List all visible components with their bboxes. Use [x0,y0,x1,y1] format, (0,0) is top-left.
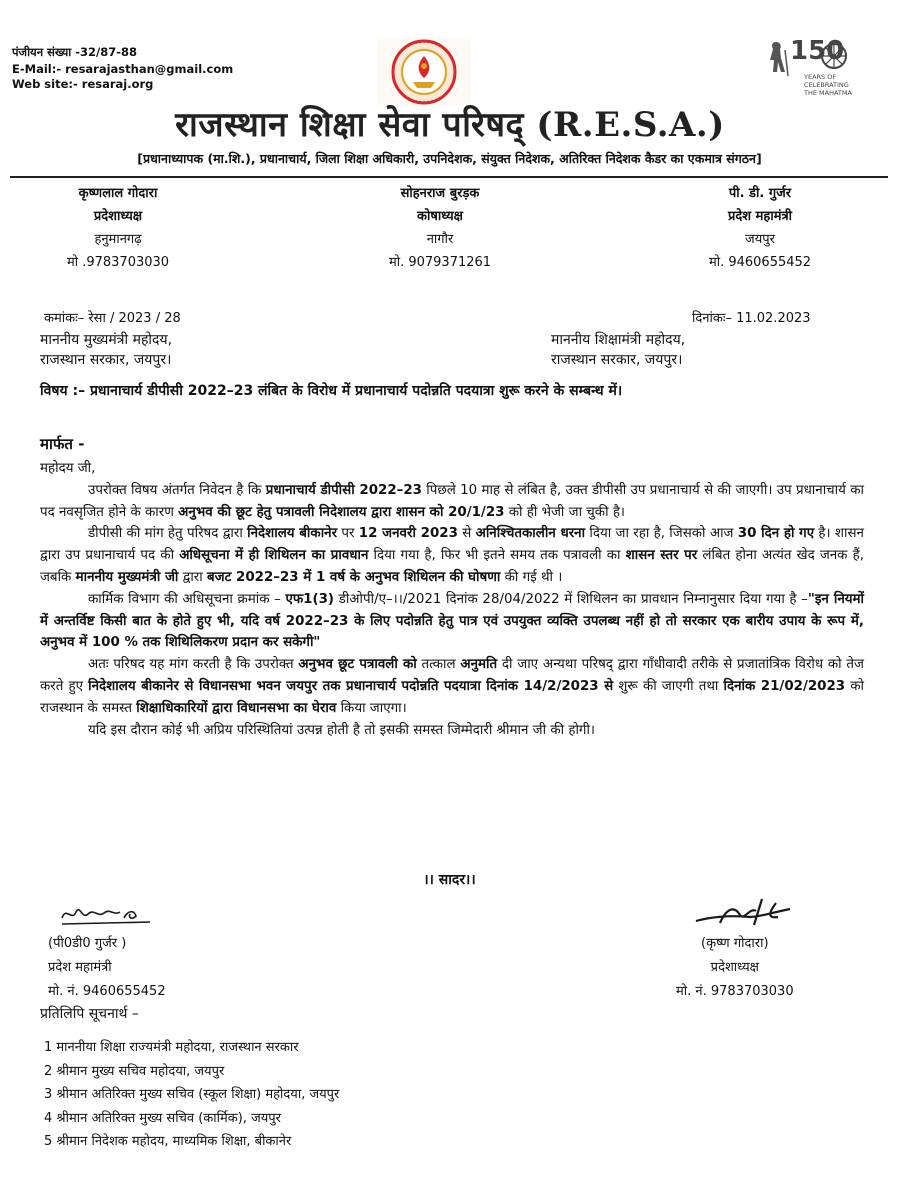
anniversary-line-1: YEARS OF [804,73,837,81]
paragraph-1 [40,480,864,524]
body-text: अतः परिषद यह मांग करती है कि उपरोक्त [88,657,299,673]
resa-seal-logo [377,38,471,106]
list-item: 2 श्रीमान मुख्य सचिव महोदया, जयपुर [44,1063,225,1079]
addressee-line: माननीय शिक्षामंत्री महोदय, [551,332,686,348]
body-text: को ही भेजी जा चुकी है। [504,504,626,520]
body-text: दिया गया है, फिर भी इतने समय तक पत्रावली का [368,548,626,564]
emphasis-text: एफ1(3) [285,591,335,607]
body-text: है। शासन द्वारा उप प्रधानाचार्य पद की [40,526,864,564]
body-text: द्वारा [178,569,208,585]
signatory-godara [676,932,794,1004]
emphasis-text: 30 दिन हो गए [737,526,815,542]
emphasis-text: प्रधानाचार्य डीपीसी 2022–23 [265,482,422,498]
body-text: डीओपी/ए–।।/2021 दिनांक 28/04/2022 में शिथिलन का प्रावधान निम्नानुसार दिया गया है – [334,591,808,607]
office-bearer-treasurer [330,182,550,274]
through-label: मार्फत - [40,435,85,453]
body-text: यदि इस दौरान कोई भी अप्रिय परिस्थितियां उत्पन्न होती है तो इसकी समस्त जिम्मेदारी श्रीमान जी की होगी। [88,722,596,738]
email-text: E-Mail:- resarajasthan@gmail.com [12,62,234,76]
header-divider [10,176,888,178]
body-text: से [457,526,476,542]
anniversary-line-3: THE MAHATMA [804,89,852,97]
bearer-place: नागौर [426,232,454,247]
office-bearer-president [8,182,228,274]
letter-body [40,458,864,741]
body-text: कार्मिक विभाग की अधिसूचना क्रमांक – [88,591,286,607]
emphasis-text: शासन स्तर पर [625,548,698,564]
paragraph-2 [40,523,864,588]
body-text: उपरोक्त विषय अंतर्गत निवेदन है कि [88,482,266,498]
anniversary-line-2: CELEBRATING [804,81,849,89]
signatory-name: (कृष्ण गोदारा) [701,936,769,951]
paragraph-4 [40,654,864,719]
cadre-description: [प्रधानाध्यापक (मा.शि.), प्रधानाचार्य, जिला शिक्षा अधिकारी, उपनिदेशक, संयुक्त निदेशक, अतिरिक्त निदेशक कैडर का एकमात्र संगठन] [137,151,762,166]
list-item: 4 श्रीमान अतिरिक्त मुख्य सचिव (कार्मिक), जयपुर [44,1110,281,1126]
body-text: लंबित होना अत्यंत खेद जनक हैं, जबकि [40,548,864,585]
body-text: दी जाए अन्यथा परिषद् द्वारा गाँधीवादी तरीके से प्रजातांत्रिक विरोध को तेज करते हुए [40,657,864,694]
emphasis-text: निदेशालय बीकानेर [247,526,338,542]
copy-to-list [44,1036,339,1154]
bearer-phone: मो. 9460655452 [708,255,812,270]
emphasis-text: दिनांक 21/02/2023 [723,678,846,694]
body-text: शुरू की जाएगी तथा [613,678,724,694]
addressee-line: माननीय मुख्यमंत्री महोदय, [40,332,173,348]
body-text: तत्काल [416,657,461,673]
list-item: 5 श्रीमान निदेशक महोदय, माध्यमिक शिक्षा, बीकानेर [44,1134,292,1149]
emphasis-text: माननीय मुख्यमंत्री जी [75,569,179,585]
body-text: को राजस्थान के समस्त [40,678,864,716]
emphasis-text: 12 जनवरी 2023 [358,526,458,542]
bearer-post: प्रदेशाध्यक्ष [93,209,143,224]
gandhi-150-logo [764,36,854,106]
bearer-place: हनुमानगढ़ [94,232,142,247]
bearer-phone: मो. 9079371261 [388,255,492,270]
body-text: डीपीसी की मांग हेतु परिषद द्वारा [88,526,248,542]
letter-date: दिनांकः– 11.02.2023 [692,311,811,326]
signatory-gurjar [48,932,166,1004]
bearer-name: सोहनराज बुरड़क [400,186,480,201]
body-text: दिया जा रहा है, जिसको आज [585,526,738,542]
paragraph-3 [40,589,864,654]
body-text: पिछले 10 माह से लंबित है, उक्त डीपीसी उप प्रधानाचार्य से की जाएगी। उप प्रधानाचार्य का पद नवसृजित होने के कारण [40,482,864,520]
signature-godara [690,895,800,929]
emphasis-text: अनुभव की छूट हेतु पत्रावली निदेशालय द्वारा शासन को 20/1/23 [178,504,505,520]
addressee-chief-minister [40,330,172,370]
addressee-education-minister [551,330,685,370]
addressee-line: राजस्थान सरकार, जयपुर। [40,352,172,368]
emphasis-text: अनिश्चितकालीन धरना [475,526,586,542]
registration-number: पंजीयन संख्या -32/87-88 [12,45,138,59]
addressee-line: राजस्थान सरकार, जयपुर। [551,352,683,368]
body-text: की गई थी । [500,569,563,585]
body-text: किया जाएगा। [336,700,407,716]
emphasis-text: अधिसूचना में ही शिथिलन का प्रावधान [179,548,369,564]
closing-regards: ।। सादर।। [423,872,476,888]
signatory-name: (पी0डी0 गुर्जर ) [48,936,127,951]
letter-subject: विषय :– प्रधानाचार्य डीपीसी 2022–23 लंबित के विरोध में प्रधानाचार्य पदोन्नति पदयात्रा शुरू करने के सम्बन्ध में। [40,383,623,399]
emphasis-text: अनुभव छूट पत्रावली को [298,657,417,673]
signatory-post: प्रदेशाध्यक्ष [710,960,759,975]
list-item: 3 श्रीमान अतिरिक्त मुख्य सचिव (स्कूल शिक्षा) महोदया, जयपुर [44,1087,340,1102]
bearer-name: पी. डी. गुर्जर [728,186,792,201]
office-bearer-general-secretary [650,182,870,274]
emphasis-text: शिक्षाधिकारियों द्वारा विधानसभा का घेराव [136,700,337,716]
signatory-phone: मो. नं. 9783703030 [676,984,794,999]
bearer-phone: मो .9783703030 [66,255,170,270]
paragraph-5 [40,720,864,742]
organization-title: राजस्थान शिक्षा सेवा परिषद् (R.E.S.A.) [175,105,725,145]
signatory-post: प्रदेश महामंत्री [48,960,112,975]
emphasis-text: बजट 2022–23 में 1 वर्ष के अनुभव शिथिलन की घोषणा [207,569,501,585]
emphasis-text: निदेशालय बीकानेर से विधानसभा भवन जयपुर तक प्रधानाचार्य पदोन्नति पदयात्रा दिनांक 14/2/2023 से [88,678,614,694]
copy-to-heading: प्रतिलिपि सूचनार्थ – [40,1006,139,1022]
bearer-name: कृष्णलाल गोदारा [78,186,158,201]
signatory-phone: मो. नं. 9460655452 [48,984,166,999]
bearer-post: प्रदेश महामंत्री [727,209,793,224]
bearer-place: जयपुर [745,232,775,247]
emphasis-text: "इन नियमों में अन्तर्विष्ट किसी बात के होते हुए भी, यदि वर्ष 2022–23 के लिए पदोन्नति हेतु पात्र एवं उपयुक्त व्यक्ति उपलब्ध नहीं हो तो सरकार एक बारीय उपाय के रूप में, अनुभव में 100 % तक शिथिलिकरण प्रदान कर सकेगी" [40,591,864,651]
body-text: पर [337,526,359,542]
list-item: 1 माननीया शिक्षा राज्यमंत्री महोदया, राजस्थान सरकार [44,1040,299,1055]
salutation: महोदय जी, [40,461,96,476]
bearer-post: कोषाध्यक्ष [417,209,463,224]
emphasis-text: अनुमति [460,657,498,673]
anniversary-number: 150 [790,36,845,66]
reference-number: कमांकः– रेसा / 2023 / 28 [44,311,181,326]
website-text: Web site:- resaraj.org [12,77,154,91]
signature-gurjar [58,900,168,930]
